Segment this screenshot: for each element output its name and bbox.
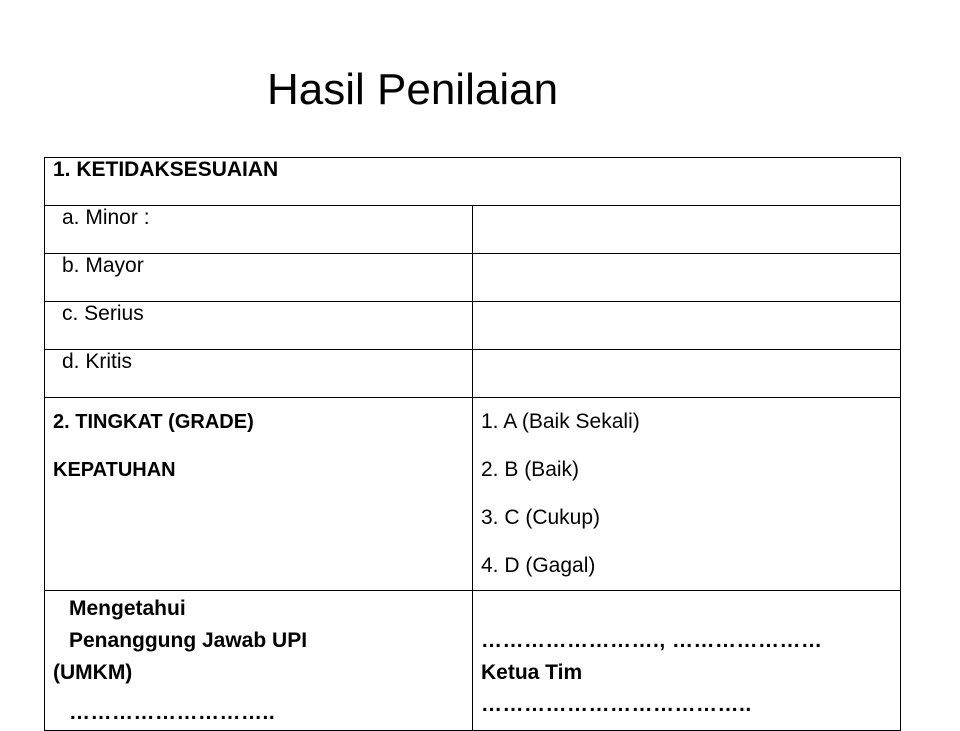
section2-label-line1: 2. TINGKAT (GRADE) (53, 411, 254, 433)
row-value-minor (473, 206, 901, 254)
row-label-kritis: d. Kritis (45, 350, 473, 398)
section1-header-row (45, 158, 901, 206)
signature-right-place-date: ……………………., ………………… (481, 629, 823, 652)
grade-item: 4. D (Gagal) (481, 554, 596, 577)
row-value-serius (473, 302, 901, 350)
row-value-kritis (473, 350, 901, 398)
signature-left (45, 591, 473, 731)
signature-right-role: Ketua Tim (481, 661, 583, 684)
section2-row (45, 398, 901, 591)
row-value-mayor (473, 254, 901, 302)
section1-header: 1. KETIDAKSESUAIAN (45, 158, 901, 206)
grade-item: 3. C (Cukup) (481, 506, 601, 529)
section2-label-line2: KEPATUHAN (53, 459, 176, 481)
signature-left-line2: Penanggung Jawab UPI (69, 629, 308, 652)
table-row (45, 206, 901, 254)
signature-row (45, 591, 901, 731)
table-row (45, 254, 901, 302)
signature-left-line3: (UMKM) (53, 661, 133, 684)
signature-left-line1: Mengetahui (69, 597, 186, 620)
signature-right (473, 591, 901, 731)
table-row (45, 302, 901, 350)
table-row (45, 350, 901, 398)
grade-item: 2. B (Baik) (481, 458, 580, 481)
grade-item: 1. A (Baik Sekali) (481, 410, 640, 433)
assessment-table (44, 157, 901, 731)
grade-list (473, 398, 901, 591)
page-title: Hasil Penilaian (267, 65, 559, 114)
signature-right-dots: ……………………………….. (481, 693, 752, 716)
row-label-serius: c. Serius (45, 302, 473, 350)
row-label-mayor: b. Mayor (45, 254, 473, 302)
signature-left-dots: ……………………….. (69, 701, 276, 724)
section2-label-cell (45, 398, 473, 591)
row-label-minor: a. Minor : (45, 206, 473, 254)
